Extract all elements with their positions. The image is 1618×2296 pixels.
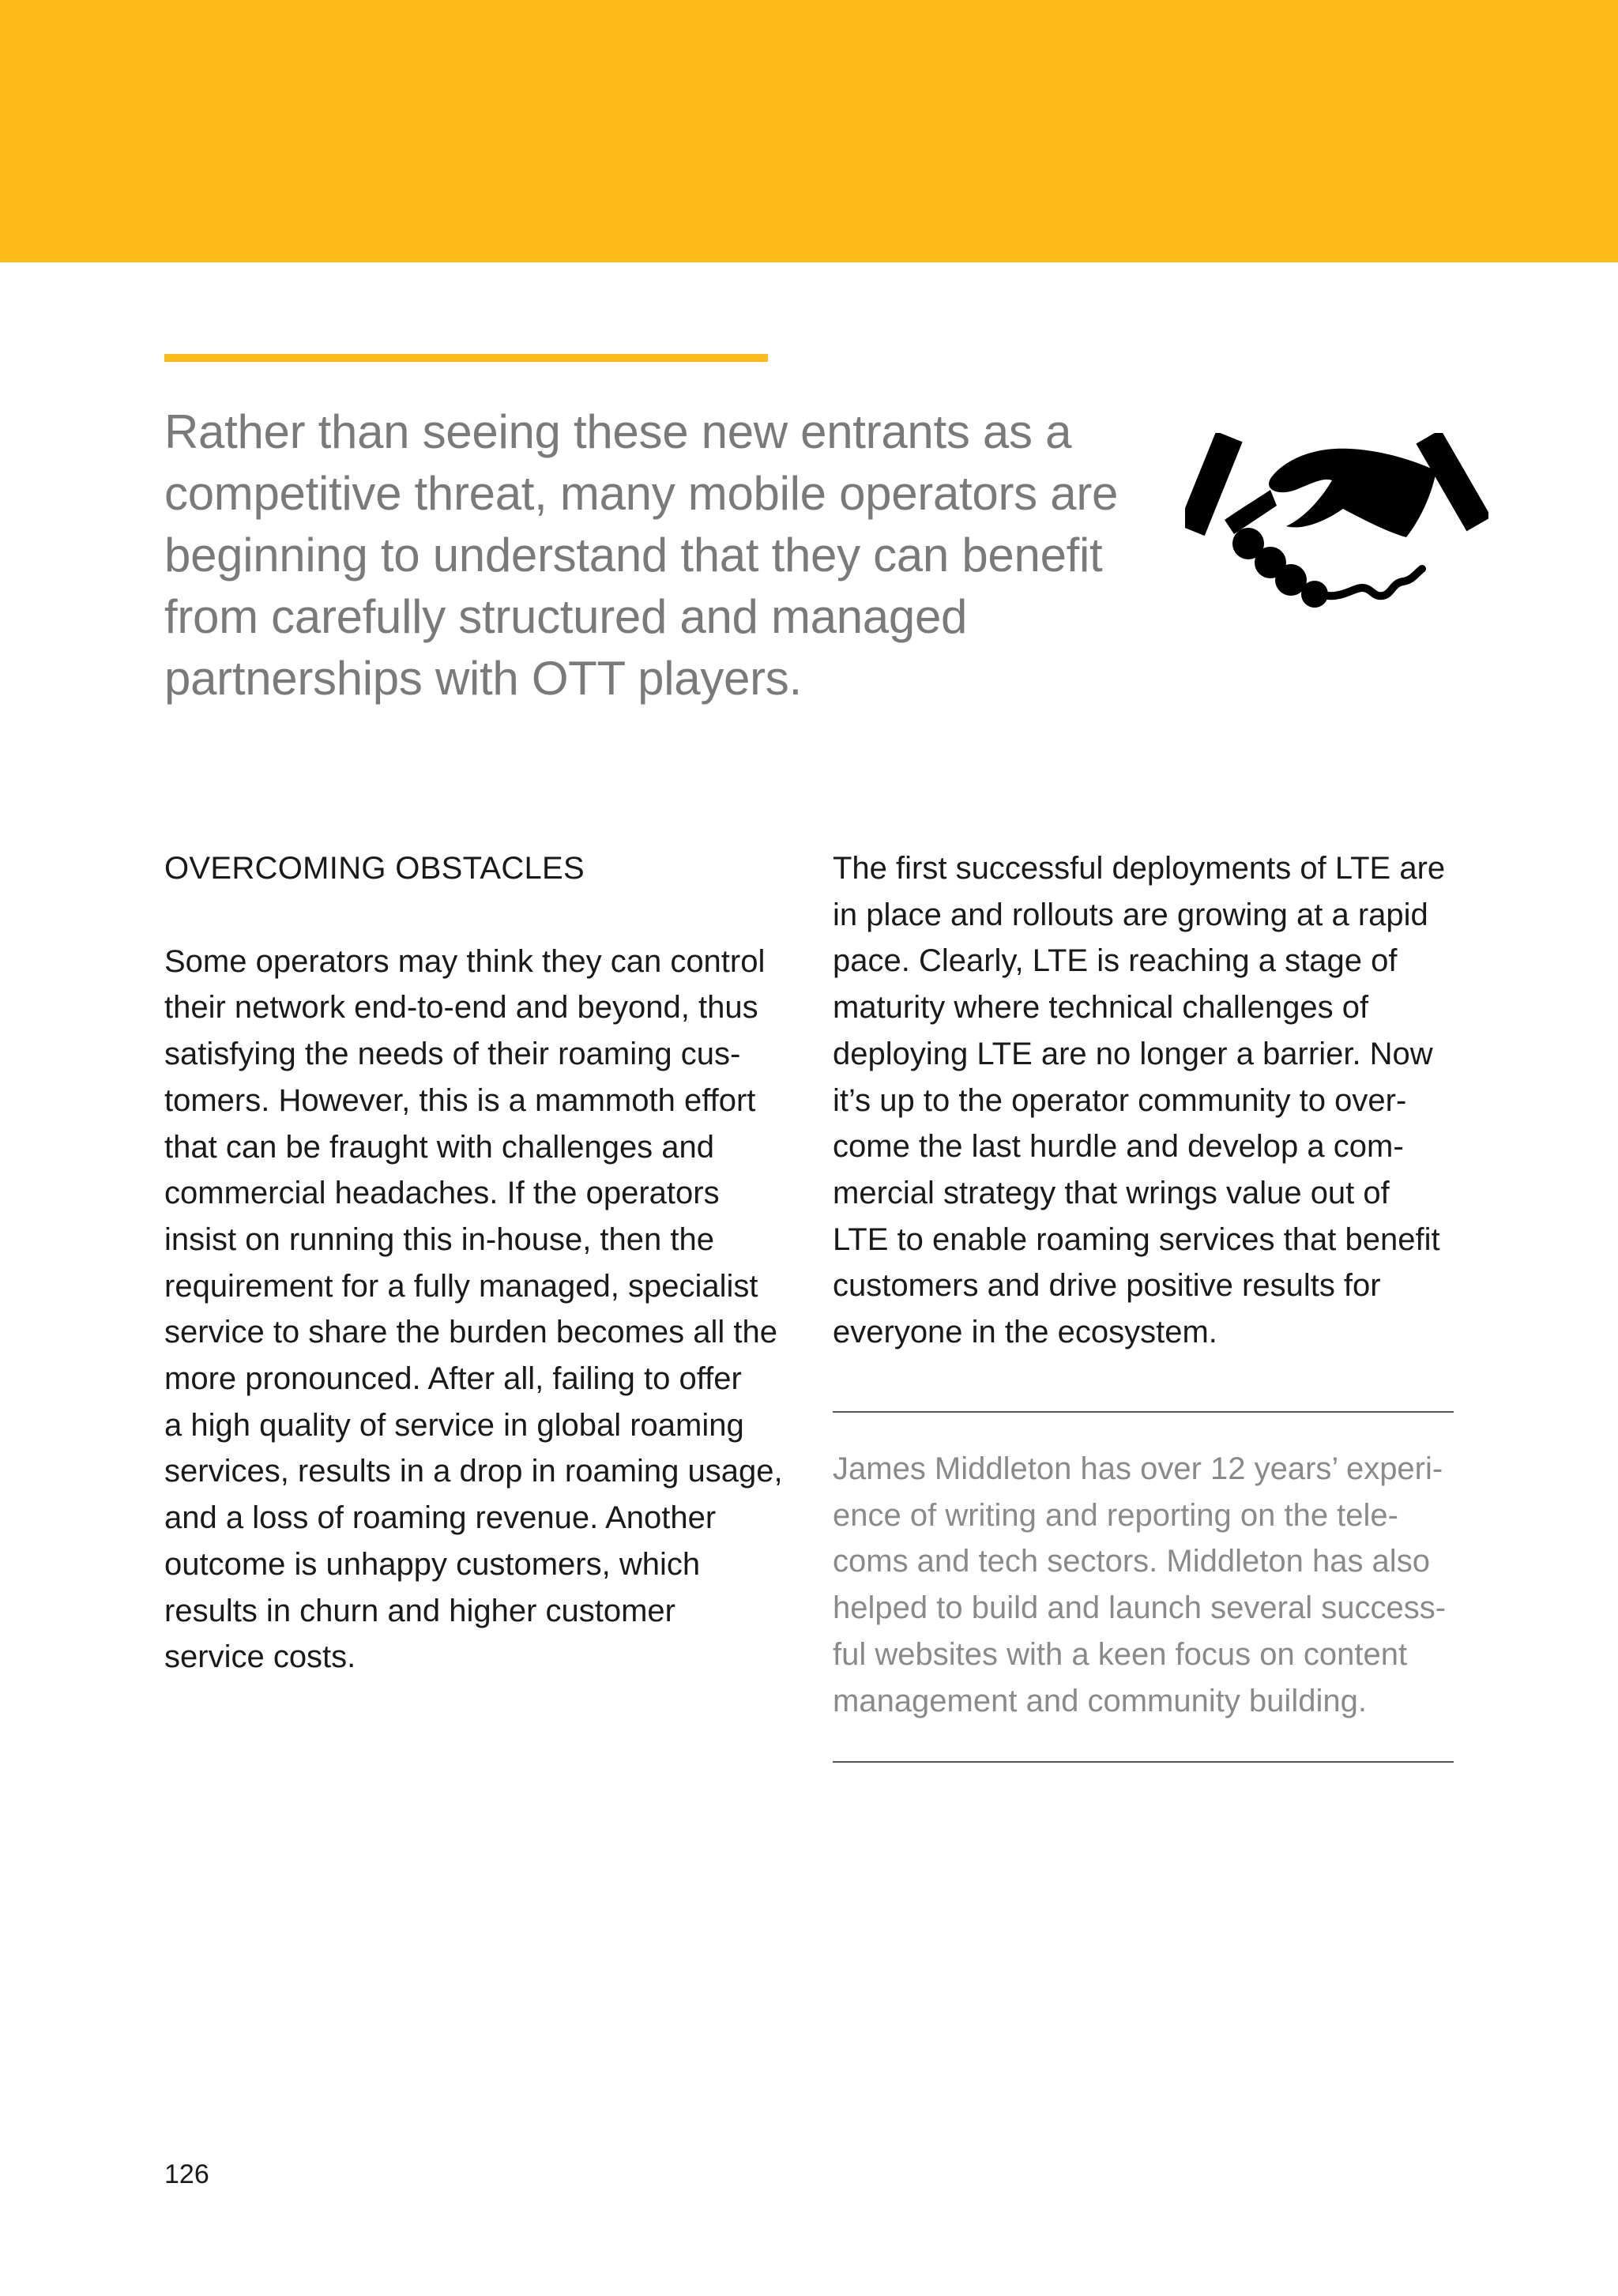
page-number: 126 <box>164 2159 209 2189</box>
header-band <box>0 0 1618 262</box>
lower-arm <box>1225 490 1277 534</box>
right-column <box>833 845 1457 1356</box>
left-paragraph: Some operators may think they can control their network end-to-end and beyond, thus satisfying the needs of their roaming cus- tomers. However, this is a mammoth effort that can be fraught with challenges and commercial headaches. If the operators insist on running this in-house, then the requirement for a fully managed, specialist service to share the burden becomes all the more pronounced. After all, failing to offer a high quality of service in global roaming services, results in a drop in roaming usage, and a loss of roaming revenue. Another outcome is unhappy customers, which results in churn and higher customer service costs. <box>164 943 783 1675</box>
lower-hand-outline <box>1327 569 1422 596</box>
right-paragraph: The first successful deployments of LTE are in place and rollouts are growing at a rapid pace. Clearly, LTE is reaching a stage of maturity where technical challenges of deploying LTE are no longer a barrier. Now it’s up to the operator community to over- come the last hurdle and develop a com- mercial strategy that wrings value out of LTE to enable roaming services that benefit customers and drive positive results for everyone in the ecosystem. <box>833 851 1446 1350</box>
pull-quote-rule <box>164 354 768 362</box>
section-heading: OVERCOMING OBSTACLES <box>164 851 585 886</box>
bio-top-divider <box>833 1411 1454 1413</box>
author-bio: James Middleton has over 12 years’ experi- ence of writing and reporting on the tele- coms and tech sectors. Middleton has also helped to build and launch several success- ful websites with a keen focus on content management and community building. <box>833 1451 1447 1718</box>
upper-hand <box>1269 449 1436 537</box>
bio-bottom-divider <box>833 1761 1454 1763</box>
pull-quote: Rather than seeing these new entrants as a competitive threat, many mobile operators are beginning to understand that they can benefit from carefully structured and managed partnerships with OTT players. <box>164 405 1119 705</box>
handshake-icon <box>1185 433 1488 630</box>
left-column <box>164 845 796 1681</box>
